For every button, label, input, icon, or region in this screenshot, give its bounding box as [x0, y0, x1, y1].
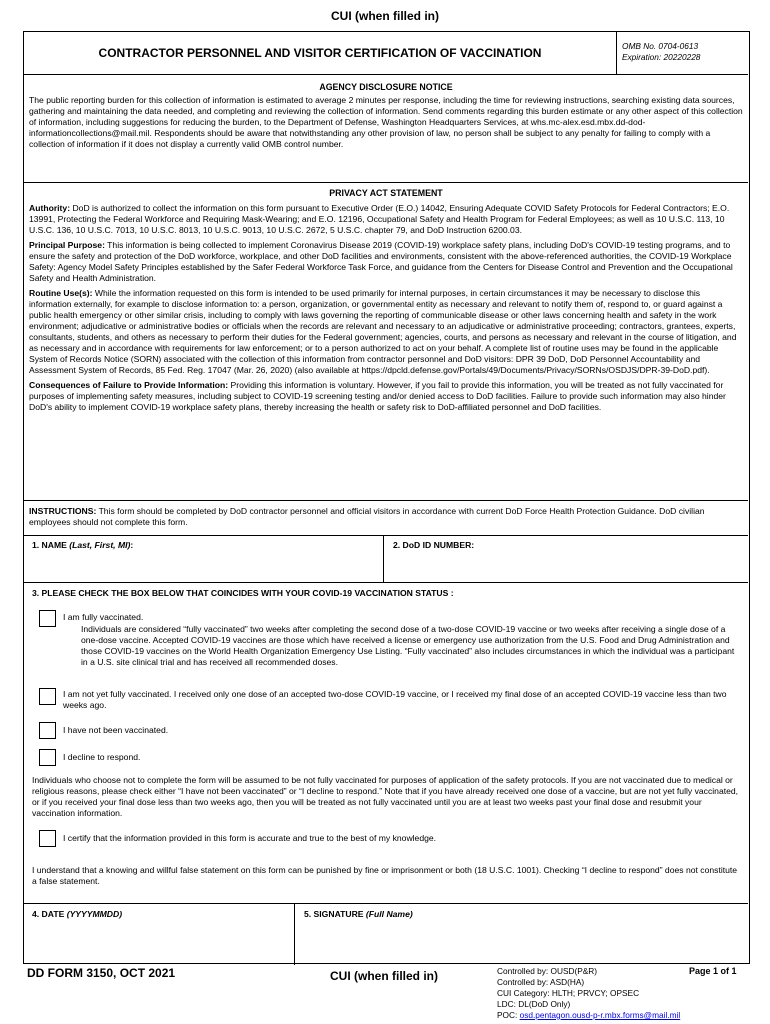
- disclosure-text: The public reporting burden for this collection of information is estimated to average 2 minutes per response, including the time for reviewing instructions, searching existing data sources, gathering and maintaining the data needed, and completing and reviewing the collection of information. Send comments regarding this burden estimate or any other aspect of this collection of information, including suggestions for reducing the burden, to the Department of Defense, Washington Headquarters Services, at whs.mc-alex.esd.mbx.dd-dod-informationcollections@mail.mil. Respondents should be aware that notwithstanding any other provision of law, no person shall be subject to any penalty for failing to comply with a collection of information if it does not display a currently valid OMB control number.: [29, 95, 743, 150]
- field-divider: [294, 903, 295, 965]
- signature-label: 5. SIGNATURE: [304, 909, 364, 919]
- dod-id-input[interactable]: [386, 554, 746, 580]
- name-hint: (Last, First, MI): [69, 540, 131, 550]
- purpose-label: Principal Purpose:: [29, 240, 105, 251]
- routine-use-text: While the information requested on this form is intended to be used primarily for internal purposes, in certain circumstances it may be necessary to disclose this information externally, for example to disclose information to: a person, organization, or governmental entity as necessary and relevant to notify them of, respond to, or guard against a public health emergency or other similar crisis, including to comply with laws governing the reporting of communicable disease or other laws concerning health and safety in the work environment; adjudicative or administrative bodies or officials when the records are relevant and necessary to an adjudicative or administrative proceeding; contractors, grantees, experts, consultants, students, and others as necessary to perform their duties for the Federal government; agencies, courts, and persons as necessary and relevant in the course of litigation, and as necessary and in accordance with requirements for law enforcement; or to a person authorized to act on your behalf. A complete list of routine uses may be found in the applicable System of Records Notice (SORN) associated with the collection of this information from contractor personnel and DoD visitors: DPR 39 DoD, DoD Personnel Accountability and Assessment System of Records, 85 Fed. Reg. 17047 (Mar. 26, 2020) (also available at https://dpcld.defense.gov/Portals/49/Documents/Privacy/SORNs/OSDJS/DPR-39-DoD.pdf).: [29, 288, 737, 376]
- decline-label: I decline to respond.: [63, 752, 141, 762]
- form-header: [24, 32, 748, 75]
- decline-checkbox[interactable]: [39, 749, 56, 766]
- name-colon: :: [130, 540, 134, 550]
- omb-number: OMB No. 0704-0613: [622, 41, 699, 51]
- authority-paragraph: [29, 203, 743, 236]
- controlled-by-1: Controlled by: OUSD(P&R): [497, 966, 598, 976]
- date-field-label: [32, 909, 122, 920]
- cui-category: CUI Category: HLTH; PRVCY; OPSEC: [497, 987, 640, 998]
- fully-vaccinated-checkbox[interactable]: [39, 610, 56, 627]
- signature-field-label: [304, 909, 413, 920]
- instructions-section: [24, 506, 748, 528]
- divider: [24, 582, 748, 583]
- fully-vaccinated-detail: Individuals are considered “fully vaccinated” two weeks after completing the second dose of a two-dose COVID-19 vaccine or two weeks after receiving a single dose of a one-dose vaccine. Accepted COVID-19 vaccines are those which have received a license or emergency use authorization from the U.S. Food and Drug Administration and those COVID-19 vaccines on the World Health Organization Emergency Use Listing. “Fully vaccinated” also includes circumstances in which the individual was a participant in a U.S. site clinical trial and has received all recommended doses.: [81, 624, 735, 667]
- status-note: Individuals who choose not to complete the form will be assumed to be not fully vaccinated for purposes of application of the safety protocols. If you are not vaccinated due to medical or religious reasons, please check either “I have not been vaccinated” or “I decline to respond.” Note that if you have already received one dose of a vaccine, but are not yet fully vaccinated, or if you received your final dose less than two weeks ago, then you will be treated as not fully vaccinated until you are at least two weeks past your final dose and resubmit your vaccination information.: [32, 775, 739, 818]
- not-vaccinated-label: I have not been vaccinated.: [63, 725, 169, 735]
- not-fully-vaccinated-checkbox[interactable]: [39, 688, 56, 705]
- authority-text: DoD is authorized to collect the information on this form pursuant to Executive Order (E.O.) 14042, Ensuring Adequate COVID Safety Protocols for Federal Contractors; E.O. 13991, Protecting the Federal Workforce and Requiring Mask-Wearing; and E.O. 12196, Occupational Safety and Health Program for Federal Employees; as well as 10 U.S.C. 113, 10 U.S.C. 136, 10 U.S.C. 7013, 10 U.S.C. 8013, 10 U.S.C. 9013, 10 U.S.C. 2672, 5 U.S.C. chapter 79, and DoD Instruction 6200.03.: [29, 203, 730, 236]
- controlled-by-2: Controlled by: ASD(HA): [497, 976, 585, 987]
- form-page: [23, 31, 750, 964]
- divider: [24, 500, 748, 501]
- disclosure-title: AGENCY DISCLOSURE NOTICE: [319, 82, 453, 92]
- form-number: DD FORM 3150, OCT 2021: [27, 966, 176, 980]
- ldc: LDC: DL(DoD Only): [497, 998, 571, 1009]
- poc-email-link[interactable]: osd.pentagon.ousd-p-r.mbx.forms@mail.mil: [519, 1009, 681, 1020]
- status-heading: 3. PLEASE CHECK THE BOX BELOW THAT COINCIDES WITH YOUR COVID-19 VACCINATION STATUS :: [32, 588, 454, 598]
- purpose-text: This information is being collected to implement Coronavirus Disease 2019 (COVID-19) workplace safety plans, including DoD's COVID-19 testing programs, and to ensure the safety and protection of the DoD workforce, workplace, and other DoD facilities and environments, consistent with the above-referenced authorities, the COVID-19 Workplace Safety: Agency Model Safety Principles established by the Safer Federal Workforce Task Force, and guidance from the Centers for Disease Control and Prevention and the Occupational Safety and Health Administration.: [29, 240, 733, 284]
- poc-line: [497, 1010, 680, 1021]
- routine-use-paragraph: [29, 288, 743, 376]
- privacy-section: [24, 188, 748, 413]
- false-statement-warning: I understand that a knowing and willful false statement on this form can be punished by fine or imprisonment or both (18 U.S.C. 1001). Checking “I decline to respond” does not constitute a false statement.: [32, 865, 738, 886]
- not-fully-vaccinated-label: I am not yet fully vaccinated. I received only one dose of an accepted two-dose COVID-19 vaccine, or I received my final dose of an accepted COVID-19 vaccine less than two weeks ago.: [63, 689, 727, 710]
- cui-marking-bottom: CUI (when filled in): [330, 969, 438, 983]
- poc-label: POC:: [497, 1009, 520, 1020]
- instructions-label: INSTRUCTIONS:: [29, 506, 97, 516]
- signature-input[interactable]: [297, 924, 746, 962]
- control-block: [497, 966, 680, 1021]
- name-field-label: [32, 540, 133, 551]
- not-vaccinated-checkbox[interactable]: [39, 722, 56, 739]
- field-divider: [383, 535, 384, 582]
- fully-vaccinated-label: I am fully vaccinated.: [63, 612, 144, 622]
- form-title: CONTRACTOR PERSONNEL AND VISITOR CERTIFICATION OF VACCINATION: [24, 32, 617, 75]
- divider: [24, 903, 748, 904]
- omb-block: [622, 41, 700, 63]
- date-label: 4. DATE: [32, 909, 65, 919]
- cui-marking-top: CUI (when filled in): [331, 9, 439, 23]
- divider: [24, 535, 748, 536]
- page-number: Page 1 of 1: [689, 966, 737, 976]
- signature-hint: (Full Name): [365, 909, 413, 919]
- routine-use-label: Routine Use(s):: [29, 288, 93, 299]
- authority-label: Authority:: [29, 203, 71, 214]
- date-hint: (YYYYMMDD): [66, 909, 123, 919]
- consequences-text: Providing this information is voluntary. However, if you fail to provide this information, you will be treated as not fully vaccinated for purposes of implementing safety measures, including subject to COVID-19 screening testing and/or denied access to DoD facilities. Failure to provide such information may also hinder DoD's ability to implement COVID-19 workplace safety plans, thereby increasing the health or safety risk to DoD-affiliated personnel and DoD facilities.: [29, 380, 726, 413]
- consequences-paragraph: [29, 380, 743, 413]
- purpose-paragraph: [29, 240, 743, 284]
- dod-id-label: 2. DoD ID NUMBER:: [393, 540, 475, 550]
- instructions-text: This form should be completed by DoD contractor personnel and official visitors in accordance with current DoD Force Health Protection Guidance. DoD civilian employees should not complete this form.: [29, 506, 705, 527]
- omb-expiration: Expiration: 20220228: [622, 52, 701, 63]
- name-label: 1. NAME: [32, 540, 67, 550]
- date-input[interactable]: [26, 924, 292, 962]
- certify-label: I certify that the information provided in this form is accurate and true to the best of my knowledge.: [63, 833, 437, 843]
- consequences-label: Consequences of Failure to Provide Information:: [29, 380, 229, 391]
- certify-checkbox[interactable]: [39, 830, 56, 847]
- privacy-title: PRIVACY ACT STATEMENT: [329, 188, 443, 198]
- disclosure-section: [24, 82, 748, 150]
- name-input[interactable]: [26, 554, 381, 580]
- divider: [24, 182, 748, 183]
- instructions-paragraph: [29, 506, 743, 528]
